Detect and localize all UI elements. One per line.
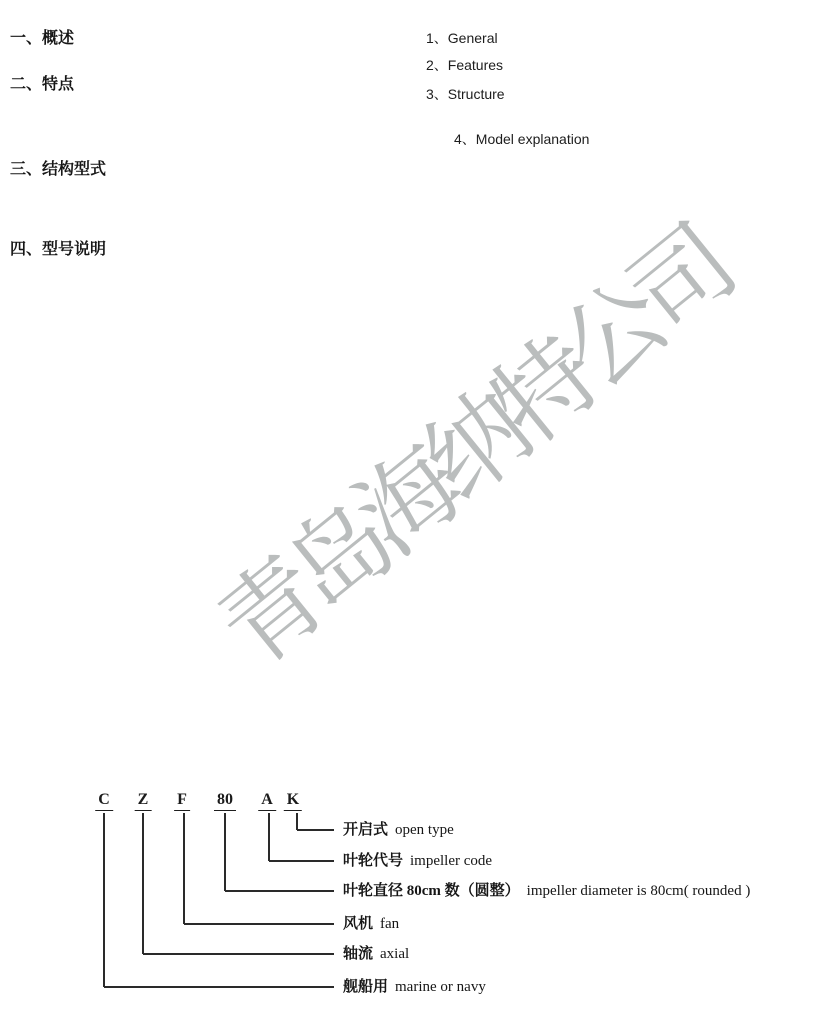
model-connector-hline-Z xyxy=(143,953,334,955)
model-label-F xyxy=(343,913,399,935)
section-heading: 3、Structure xyxy=(426,86,505,103)
section-heading: 四、型号说明 xyxy=(10,240,107,258)
model-label-zh-80: 叶轮直径 80cm 数（圆整） xyxy=(343,883,520,899)
model-label-en-F: fan xyxy=(380,916,400,932)
model-connector-vline-K xyxy=(296,813,298,830)
model-label-80 xyxy=(343,880,750,902)
model-label-en-C: marine or navy xyxy=(395,979,486,995)
model-label-C xyxy=(343,976,486,998)
model-label-A xyxy=(343,850,492,872)
model-label-zh-A: 叶轮代号 xyxy=(343,853,404,869)
model-label-zh-K: 开启式 xyxy=(343,822,389,838)
model-connector-vline-F xyxy=(183,813,185,924)
model-connector-vline-Z xyxy=(142,813,144,954)
model-connector-hline-80 xyxy=(225,890,334,892)
model-label-en-Z: axial xyxy=(380,946,410,962)
section-heading: 4、Model explanation xyxy=(454,130,590,147)
model-label-K xyxy=(343,819,454,841)
model-symbol-Z: Z xyxy=(135,791,152,811)
model-connector-hline-F xyxy=(184,923,334,925)
model-label-zh-F: 风机 xyxy=(343,916,374,932)
model-label-zh-Z: 轴流 xyxy=(343,946,374,962)
model-label-en-80: impeller diameter is 80cm( rounded ) xyxy=(526,883,751,899)
model-connector-hline-C xyxy=(104,986,334,988)
model-symbol-K: K xyxy=(284,791,302,811)
section-heading: 三、结构型式 xyxy=(10,161,107,178)
section-heading: 二、特点 xyxy=(10,75,75,93)
model-connector-hline-K xyxy=(297,829,334,831)
model-symbol-80: 80 xyxy=(214,791,236,811)
model-symbol-F: F xyxy=(174,791,190,811)
model-symbol-A: A xyxy=(258,791,276,811)
section-heading: 一、概述 xyxy=(10,30,75,47)
model-connector-vline-C xyxy=(103,813,105,987)
model-label-en-K: open type xyxy=(395,822,454,838)
section-heading: 1、General xyxy=(426,30,498,46)
company-watermark: 青岛海纳特公司 xyxy=(199,211,749,687)
model-connector-hline-A xyxy=(269,860,334,862)
model-connector-vline-A xyxy=(268,813,270,861)
model-symbol-C: C xyxy=(95,791,113,811)
section-heading: 2、Features xyxy=(426,56,504,73)
model-label-Z xyxy=(343,943,409,965)
model-connector-vline-80 xyxy=(224,813,226,891)
model-label-zh-C: 舰船用 xyxy=(343,979,389,995)
model-label-en-A: impeller code xyxy=(410,853,493,869)
